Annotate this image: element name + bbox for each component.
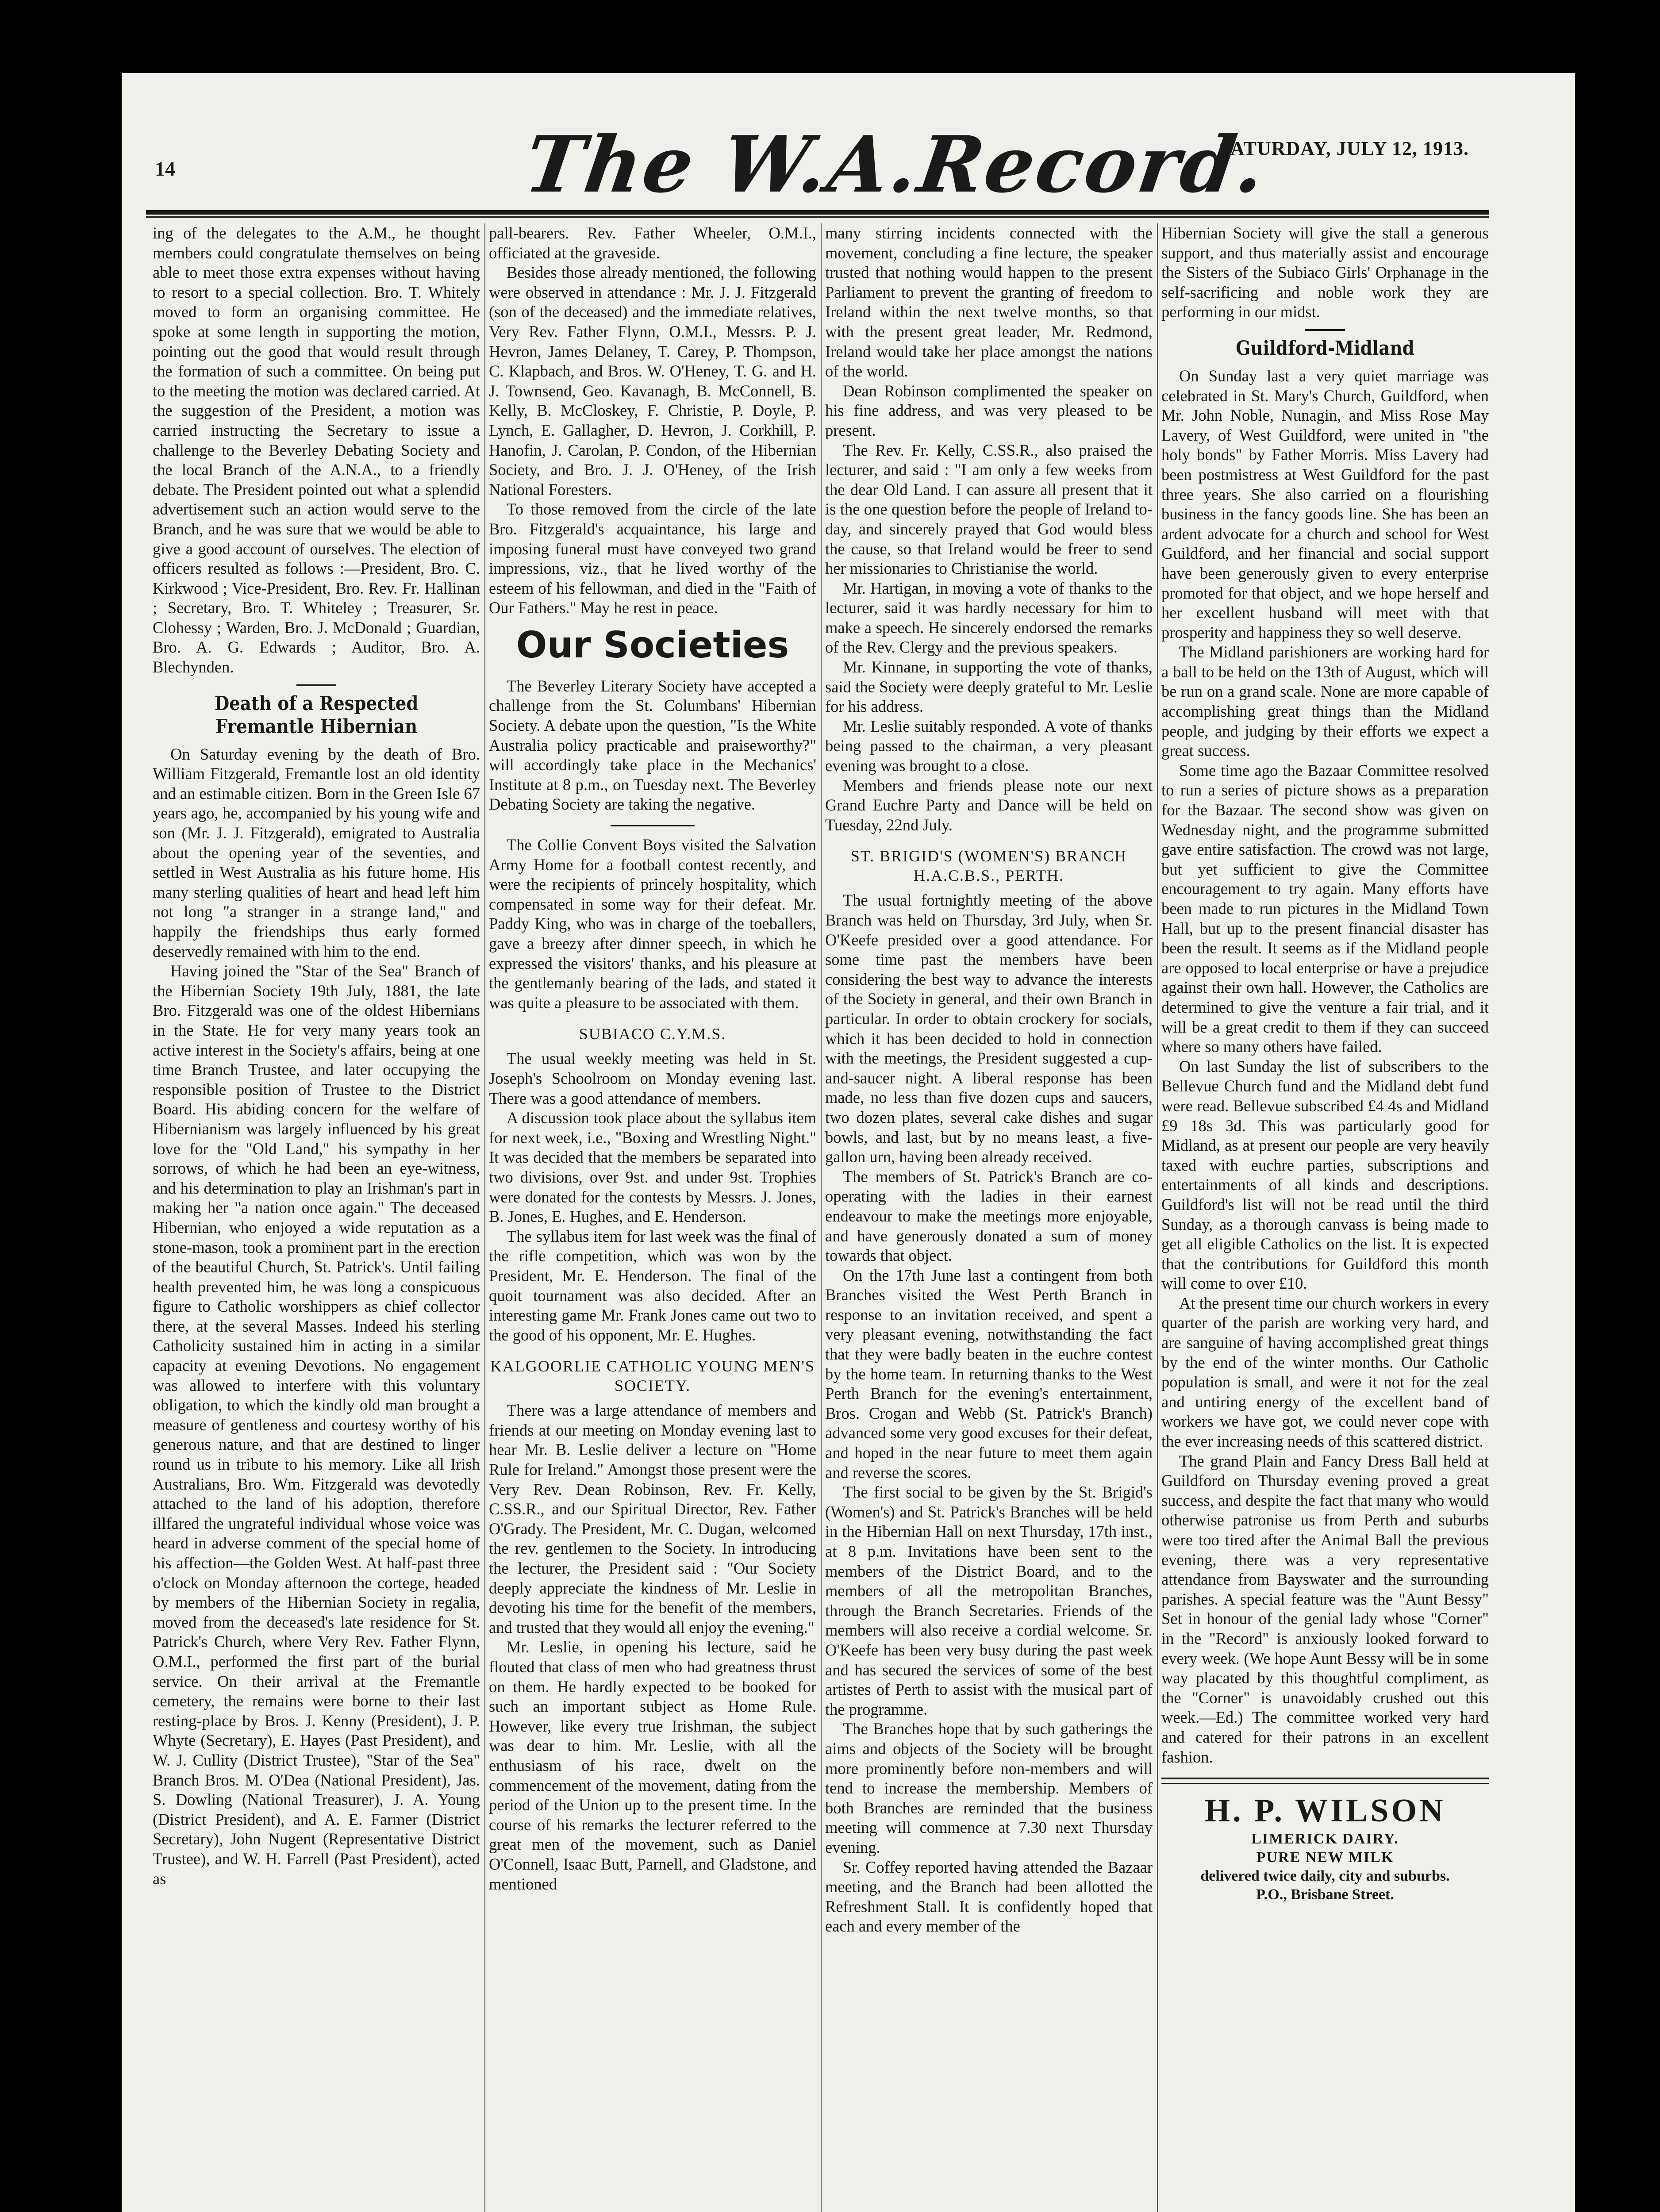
column-1 (153, 223, 480, 2212)
subheading: KALGOORLIE CATHOLIC YOUNG MEN'S SOCIETY. (490, 1357, 815, 1395)
subheading: ST. BRIGID'S (WOMEN'S) BRANCH H.A.C.B.S., PERTH. (850, 847, 1127, 885)
paragraph: Having joined the "Star of the Sea" Branch of the Hibernian Society 19th July, 1881, the late Bro. Fitzgerald was one of the oldest Hibernians in the State. He for very many years took an active interest in the Society's affairs, being at one time Branch Trustee, and later occupying the responsible position of Trustee to the District Board. His abiding concern for the welfare of Hibernianism was largely influenced by his great love for the "Old Land," his sympathy in her sorrows, of which he had been an eye-witness, and his determination to play an Irishman's part in making her "a nation once again." The deceased Hibernian, who enjoyed a wide reputation as a stone-mason, took a prominent part in the erection of the beautiful Church, St. Patrick's. Until failing health prevented him, he was long a conspicuous figure to Catholic worshippers as chief collector there, at the several Masses. Indeed his sterling Catholicity sustained him in acting in a similar capacity at evening Devotions. No engagement was allowed to interfere with this voluntary obligation, to which the kindly old man brought a measure of gentleness and courtesy worthy of his generous nature, and that are destined to linger round us in tribute to his memory. Like all Irish Australians, Bro. Wm. Fitzgerald was devotedly attached to the land of his adoption, therefore illfared the ungrateful individual whose voice was heard in adverse comment of the special home of his affection—the Golden West. At half-past three o'clock on Monday afternoon the cortege, headed by members of the Hibernian Society in regalia, moved from the deceased's late residence for St. Patrick's Church, where Very Rev. Father Flynn, O.M.I., performed the first part of the burial service. On their arrival at the Fremantle cemetery, the remains were borne to their last resting-place by Bros. J. Kenny (President), J. P. Whyte (Secretary), E. Hayes (Past President), and W. J. Cullity (District Trustee), "Star of the Sea" Branch Bros. M. O'Dea (National President), Jas. S. Dowling (National Treasurer), J. A. Young (District President), and A. E. Farmer (District Secretary), John Nugent (Representative District Trustee), and W. H. Farrell (Past President), acted as (153, 962, 480, 1888)
section-rule (1305, 329, 1345, 331)
column-divider (1157, 223, 1158, 2212)
paragraph: pall-bearers. Rev. Father Wheeler, O.M.I., officiated at the graveside. (489, 224, 816, 262)
paragraph: The Rev. Fr. Kelly, C.SS.R., also praised the lecturer, and said : "I am only a few weeks from the dear Old Land. I can assure all present that it is the one question before the people of Ireland to-day, and sincerely prayed that God would bless the cause, so that Ireland would be freer to send her missionaries to Christianise the world. (825, 441, 1153, 578)
column-3 (825, 223, 1153, 2212)
masthead-rule-thin (146, 216, 1489, 218)
advert-line: P.O., Brisbane Street. (1256, 1886, 1394, 1903)
advertiser-name: H. P. WILSON (1204, 1793, 1446, 1829)
paragraph: On Saturday evening by the death of Bro. William Fitzgerald, Fremantle lost an old identity and an estimable citizen. Born in the Green Isle 67 years ago, he, accompanied by his young wife and son (Mr. J. J. Fitzgerald), emigrated to Australia about the opening year of the seventies, and settled in West Australia as his future home. His many sterling qualities of heart and head left him not long "a stranger in a strange land," and happily the friendships thus early formed deservedly remained with him to the end. (153, 745, 480, 960)
paragraph: Members and friends please note our next Grand Euchre Party and Dance will be held on Tuesday, 22nd July. (825, 776, 1153, 834)
paragraph: The Midland parishioners are working hard for a ball to be held on the 13th of August, which will be run on a grand scale. None are more capable of accomplishing great things than the Midland people, and judging by their efforts we expect a great success. (1161, 643, 1489, 760)
page-number: 14 (155, 157, 175, 180)
newspaper-page (122, 73, 1575, 2212)
advert-line: delivered twice daily, city and suburbs. (1200, 1868, 1450, 1885)
paragraph: many stirring incidents connected with the movement, concluding a fine lecture, the speaker trusted that nothing would happen to the present Parliament to prevent the granting of freedom to Ireland within the next twelve months, so that with the present great leader, Mr. Redmond, Ireland would take her place amongst the nations of the world. (825, 224, 1153, 380)
paragraph: On Sunday last a very quiet marriage was celebrated in St. Mary's Church, Guildford, when Mr. John Noble, Nunagin, and Miss Rose May Lavery, of West Guildford, were united in "the holy bonds" by Father Morris. Miss Lavery had been postmistress at West Guildford for the past three years. She also carried on a flourishing business in the fancy goods line. She has been an ardent advocate for a church and school for West Guildford, and her financial and social support have been generously given to every enterprise promoted for that object, and we hope herself and her excellent husband will meet with that prosperity and happiness they so well deserve. (1161, 366, 1489, 641)
paragraph: Sr. Coffey reported having attended the Bazaar meeting, and the Branch had been allotted the Refreshment Stall. It is confidently hoped that each and every member of the (825, 1858, 1153, 1936)
paragraph: The Collie Convent Boys visited the Salvation Army Home for a football contest recently, and were the recipients of princely hospitality, which compensated in some way for their defeat. Mr. Paddy King, who was in charge of the toeballers, gave a breezy after dinner speech, in which he expressed the visitors' thanks, and his pleasure at the gentlemanly bearing of the lads, and stated it was quite a pleasure to be associated with them. (489, 836, 816, 1012)
dairy-advertisement (1161, 1778, 1489, 1904)
item-rule (611, 825, 695, 826)
paragraph: The grand Plain and Fancy Dress Ball held at Guildford on Thursday evening proved a great success, and despite the fact that many who would otherwise patronise us from Perth and suburbs were too tired after the Animal Ball the previous evening, there was a very representative attendance from Bayswater and the surrounding parishes. A special feature was the "Aunt Bessy" Set in honour of the genial lady whose "Corner" in the "Record" is anxiously looked forward to every week. (We hope Aunt Bessy will be in some way placated by this thoughtful compliment, as the "Corner" is unavoidably crushed out this week.—Ed.) The committee worked very hard and catered for their patrons in an excellent fashion. (1161, 1452, 1489, 1766)
paragraph: Besides those already mentioned, the following were observed in attendance : Mr. J. J. Fitzgerald (son of the deceased) and the immediate relatives, Very Rev. Father Flynn, O.M.I., Messrs. P. J. Hevron, James Delaney, T. Carey, P. Thompson, C. Klapbach, and Bros. W. O'Heney, T. G. and H. J. Townsend, Geo. Kavanagh, B. McConnell, B. Kelly, B. McCloskey, F. Christie, P. Doyle, P. Lynch, E. Gallagher, D. Hevron, J. Corkhill, P. Hanofin, J. Carolan, P. Condon, of the Hibernian Society, and Bro. J. J. O'Heney, of the Irish National Foresters. (489, 263, 816, 499)
column-divider (821, 223, 822, 2212)
column-2 (489, 223, 816, 2212)
masthead-rule (146, 210, 1489, 215)
paragraph: The usual weekly meeting was held in St. Joseph's Schoolroom on Monday evening last. There was a good attendance of members. (489, 1049, 816, 1107)
paragraph: A discussion took place about the syllabus item for next week, i.e., "Boxing and Wrestling Night." It was decided that the members be separated into two divisions, over 9st. and under 9st. Trophies were donated for the contests by Messrs. J. Jones, B. Jones, E. Hughes, and E. Henderson. (489, 1109, 816, 1226)
section-rule (296, 684, 336, 686)
article-heading: Guildford-Midland (1236, 337, 1414, 360)
paragraph: The usual fortnightly meeting of the above Branch was held on Thursday, 3rd July, when Sr. O'Keefe presided over a good attendance. For some time past the members have been considering the best way to advance the interests of the Society in general, and their own Branch in particular. In order to obtain crockery for socials, which it has been decided to hold in connection with the meetings, the President suggested a cup-and-saucer night. A liberal response has been made, no less than five dozen cups and saucers, two dozen plates, several cake dishes and sugar bowls, and last, but by no means least, a five-gallon urn, having been already received. (825, 891, 1153, 1166)
advert-line: PURE NEW MILK (1256, 1849, 1394, 1866)
advert-rule-thin (1161, 1783, 1489, 1784)
paragraph: The syllabus item for last week was the final of the rifle competition, which was won by the President, Mr. E. Henderson. The final of the quoit tournament was also decided. After an interesting game Mr. Frank Jones came out two to the good of his opponent, Mr. E. Hughes. (489, 1227, 816, 1344)
paragraph: The Beverley Literary Society have accepted a challenge from the St. Columbans' Hibernian Society. A debate upon the question, "Is the White Australia policy practicable and praiseworthy?" will accordingly take place in the Mechanics' Institute at 8 p.m., on Tuesday next. The Beverley Debating Society are taking the negative. (489, 676, 816, 814)
paragraph: On the 17th June last a contingent from both Branches visited the West Perth Branch in response to an invitation received, and spent a very pleasant evening, notwithstanding the fact that they were badly beaten in the euchre contest by the home team. In returning thanks to the West Perth Branch for the evening's entertainment, Bros. Crogan and Webb (St. Patrick's Branch) advanced some very good excuses for their defeat, and hoped in the near future to meet them again and reverse the scores. (825, 1266, 1153, 1482)
issue-date: SATURDAY, JULY 12, 1913. (1219, 138, 1469, 159)
paragraph: Dean Robinson complimented the speaker on his fine address, and was very pleased to be present. (825, 381, 1153, 439)
paragraph: Mr. Leslie, in opening his lecture, said he flouted that class of men who had greatness thrust on them. He hardly expected to be booked for such an important subject as Home Rule. However, like every true Irishman, the subject was dear to him. Mr. Leslie, with all the enthusiasm of his race, dwelt on the commencement of the movement, dating from the period of the Union up to the present time. In the course of his remarks the lecturer referred to the great men of the movement, such as Daniel O'Connell, Isaac Butt, Parnell, and Gladstone, and mentioned (489, 1638, 816, 1893)
subheading: SUBIACO C.Y.M.S. (579, 1025, 726, 1043)
article-columns (153, 223, 1489, 2212)
paragraph: At the present time our church workers in every quarter of the parish are working very hard, and are sanguine of having accomplished great things by the end of the winter months. Our Catholic population is small, and were it not for the zeal and untiring energy of the excellent band of workers we have got, we could never cope with the ever increasing needs of this scattered district. (1161, 1294, 1489, 1451)
column-divider (484, 223, 485, 2212)
paragraph: Hibernian Society will give the stall a generous support, and thus materially assist and encourage the Sisters of the Subiaco Girls' Orphanage in the self-sacrificing and noble work they are performing in our midst. (1161, 224, 1489, 321)
paragraph: Mr. Leslie suitably responded. A vote of thanks being passed to the chairman, a very pleasant evening was brought to a close. (825, 717, 1153, 775)
paragraph: The Branches hope that by such gatherings the aims and objects of the Society will be brought more prominently before non-members and will tend to increase the membership. Members of both Branches are reminded that the business meeting will commence at 7.30 next Thursday evening. (825, 1720, 1153, 1856)
paragraph: The members of St. Patrick's Branch are co-operating with the ladies in their earnest endeavour to make the meetings more enjoyable, and have generously donated a sum of money towards that object. (825, 1167, 1153, 1265)
paragraph: ing of the delegates to the A.M., he thought members could congratulate themselves on being able to meet those extra expenses without having to resort to a special collection. Bro. T. Whitely moved to form an organising committee. He spoke at some length in supporting the motion, pointing out the good that would result through the formation of such a committee. On being put to the meeting the motion was declared carried. At the suggestion of the President, a motion was carried instructing the Secretary to issue a challenge to the Beverley Debating Society and the local Branch of the A.N.A., to a friendly debate. The President pointed out what a splendid advertisement such an action would serve to the Branch, and he was sure that we would be able to give a good account of ourselves. The election of officers resulted as follows :—President, Bro. C. Kirkwood ; Vice-President, Bro. Rev. Fr. Hallinan ; Secretary, Bro. T. Whiteley ; Treasurer, Sr. Clohessy ; Warden, Bro. J. McDonald ; Guardian, Bro. A. G. Edwards ; Auditor, Bro. A. Blechynden. (153, 224, 480, 676)
paragraph: To those removed from the circle of the late Bro. Fitzgerald's acquaintance, his large and imposing funeral must have conveyed two grand impressions, viz., that he lived worthy of the esteem of his fellowman, and died in the "Faith of Our Fathers." May he rest in peace. (489, 500, 816, 617)
section-heading: Our Societies (516, 624, 789, 666)
advert-line: LIMERICK DAIRY. (1251, 1831, 1399, 1847)
paragraph: Mr. Hartigan, in moving a vote of thanks to the lecturer, said it was hardly necessary for him to make a speech. He sincerely endorsed the remarks of the Rev. Clergy and the previous speakers. (825, 579, 1153, 657)
article-heading: Death of a Respected Fremantle Hibernian (214, 692, 419, 738)
paragraph: Some time ago the Bazaar Committee resolved to run a series of picture shows as a preparation for the Bazaar. The second show was given on Wednesday night, and the programme submitted gave entire satisfaction. The crowd was not large, but yet sufficient to give the Committee encouragement to try again. Many efforts have been made to run pictures in the Midland Town Hall, but up to the present financial disaster has been the result. It seems as if the Midland people are opposed to local enterprise or have a prejudice against their own hall. However, the Catholics are determined to give the venture a fair trial, and it will be a great credit to them if they can succeed where so many others have failed. (1161, 761, 1489, 1056)
paragraph: Mr. Kinnane, in supporting the vote of thanks, said the Society were deeply grateful to Mr. Leslie for his address. (825, 658, 1153, 716)
column-4 (1161, 223, 1489, 2212)
paragraph: There was a large attendance of members and friends at our meeting on Monday evening last to hear Mr. B. Leslie deliver a lecture on "Home Rule for Ireland." Amongst those present were the Very Rev. Dean Robinson, Rev. Fr. Kelly, C.SS.R., and our Spiritual Director, Rev. Father O'Grady. The President, Mr. C. Dugan, welcomed the rev. gentlemen to the Society. In introducing the lecturer, the President said : "Our Society deeply appreciate the kindness of Mr. Leslie in devoting his time for the benefit of the members, and trusted that they would all enjoy the evening." (489, 1401, 816, 1636)
paragraph: On last Sunday the list of subscribers to the Bellevue Church fund and the Midland debt fund were read. Bellevue subscribed £4 4s and Midland £9 18s 3d. This was particularly good for Midland, as at present our people are very heavily taxed with euchre parties, subscriptions and entertainments of all kinds and descriptions. Guildford's list will not be read until the third Sunday, as a thorough canvass is being made to get all eligible Catholics on the list. It is expected that the contributions for Guildford this month will come to over £10. (1161, 1057, 1489, 1293)
paragraph: The first social to be given by the St. Brigid's (Women's) and St. Patrick's Branches will be held in the Hibernian Hall on next Thursday, 17th inst., at 8 p.m. Invitations have been sent to the members of the District Board, and to the members of all the metropolitan Branches, through the Branch Secretaries. Friends of the members will also receive a cordial welcome. Sr. O'Keefe has been very busy during the past week and has secured the services of some of the best artistes of Perth to assist with the musical part of the programme. (825, 1483, 1153, 1718)
advert-rule (1161, 1778, 1489, 1779)
masthead: The W.A.Record. (519, 119, 1272, 210)
